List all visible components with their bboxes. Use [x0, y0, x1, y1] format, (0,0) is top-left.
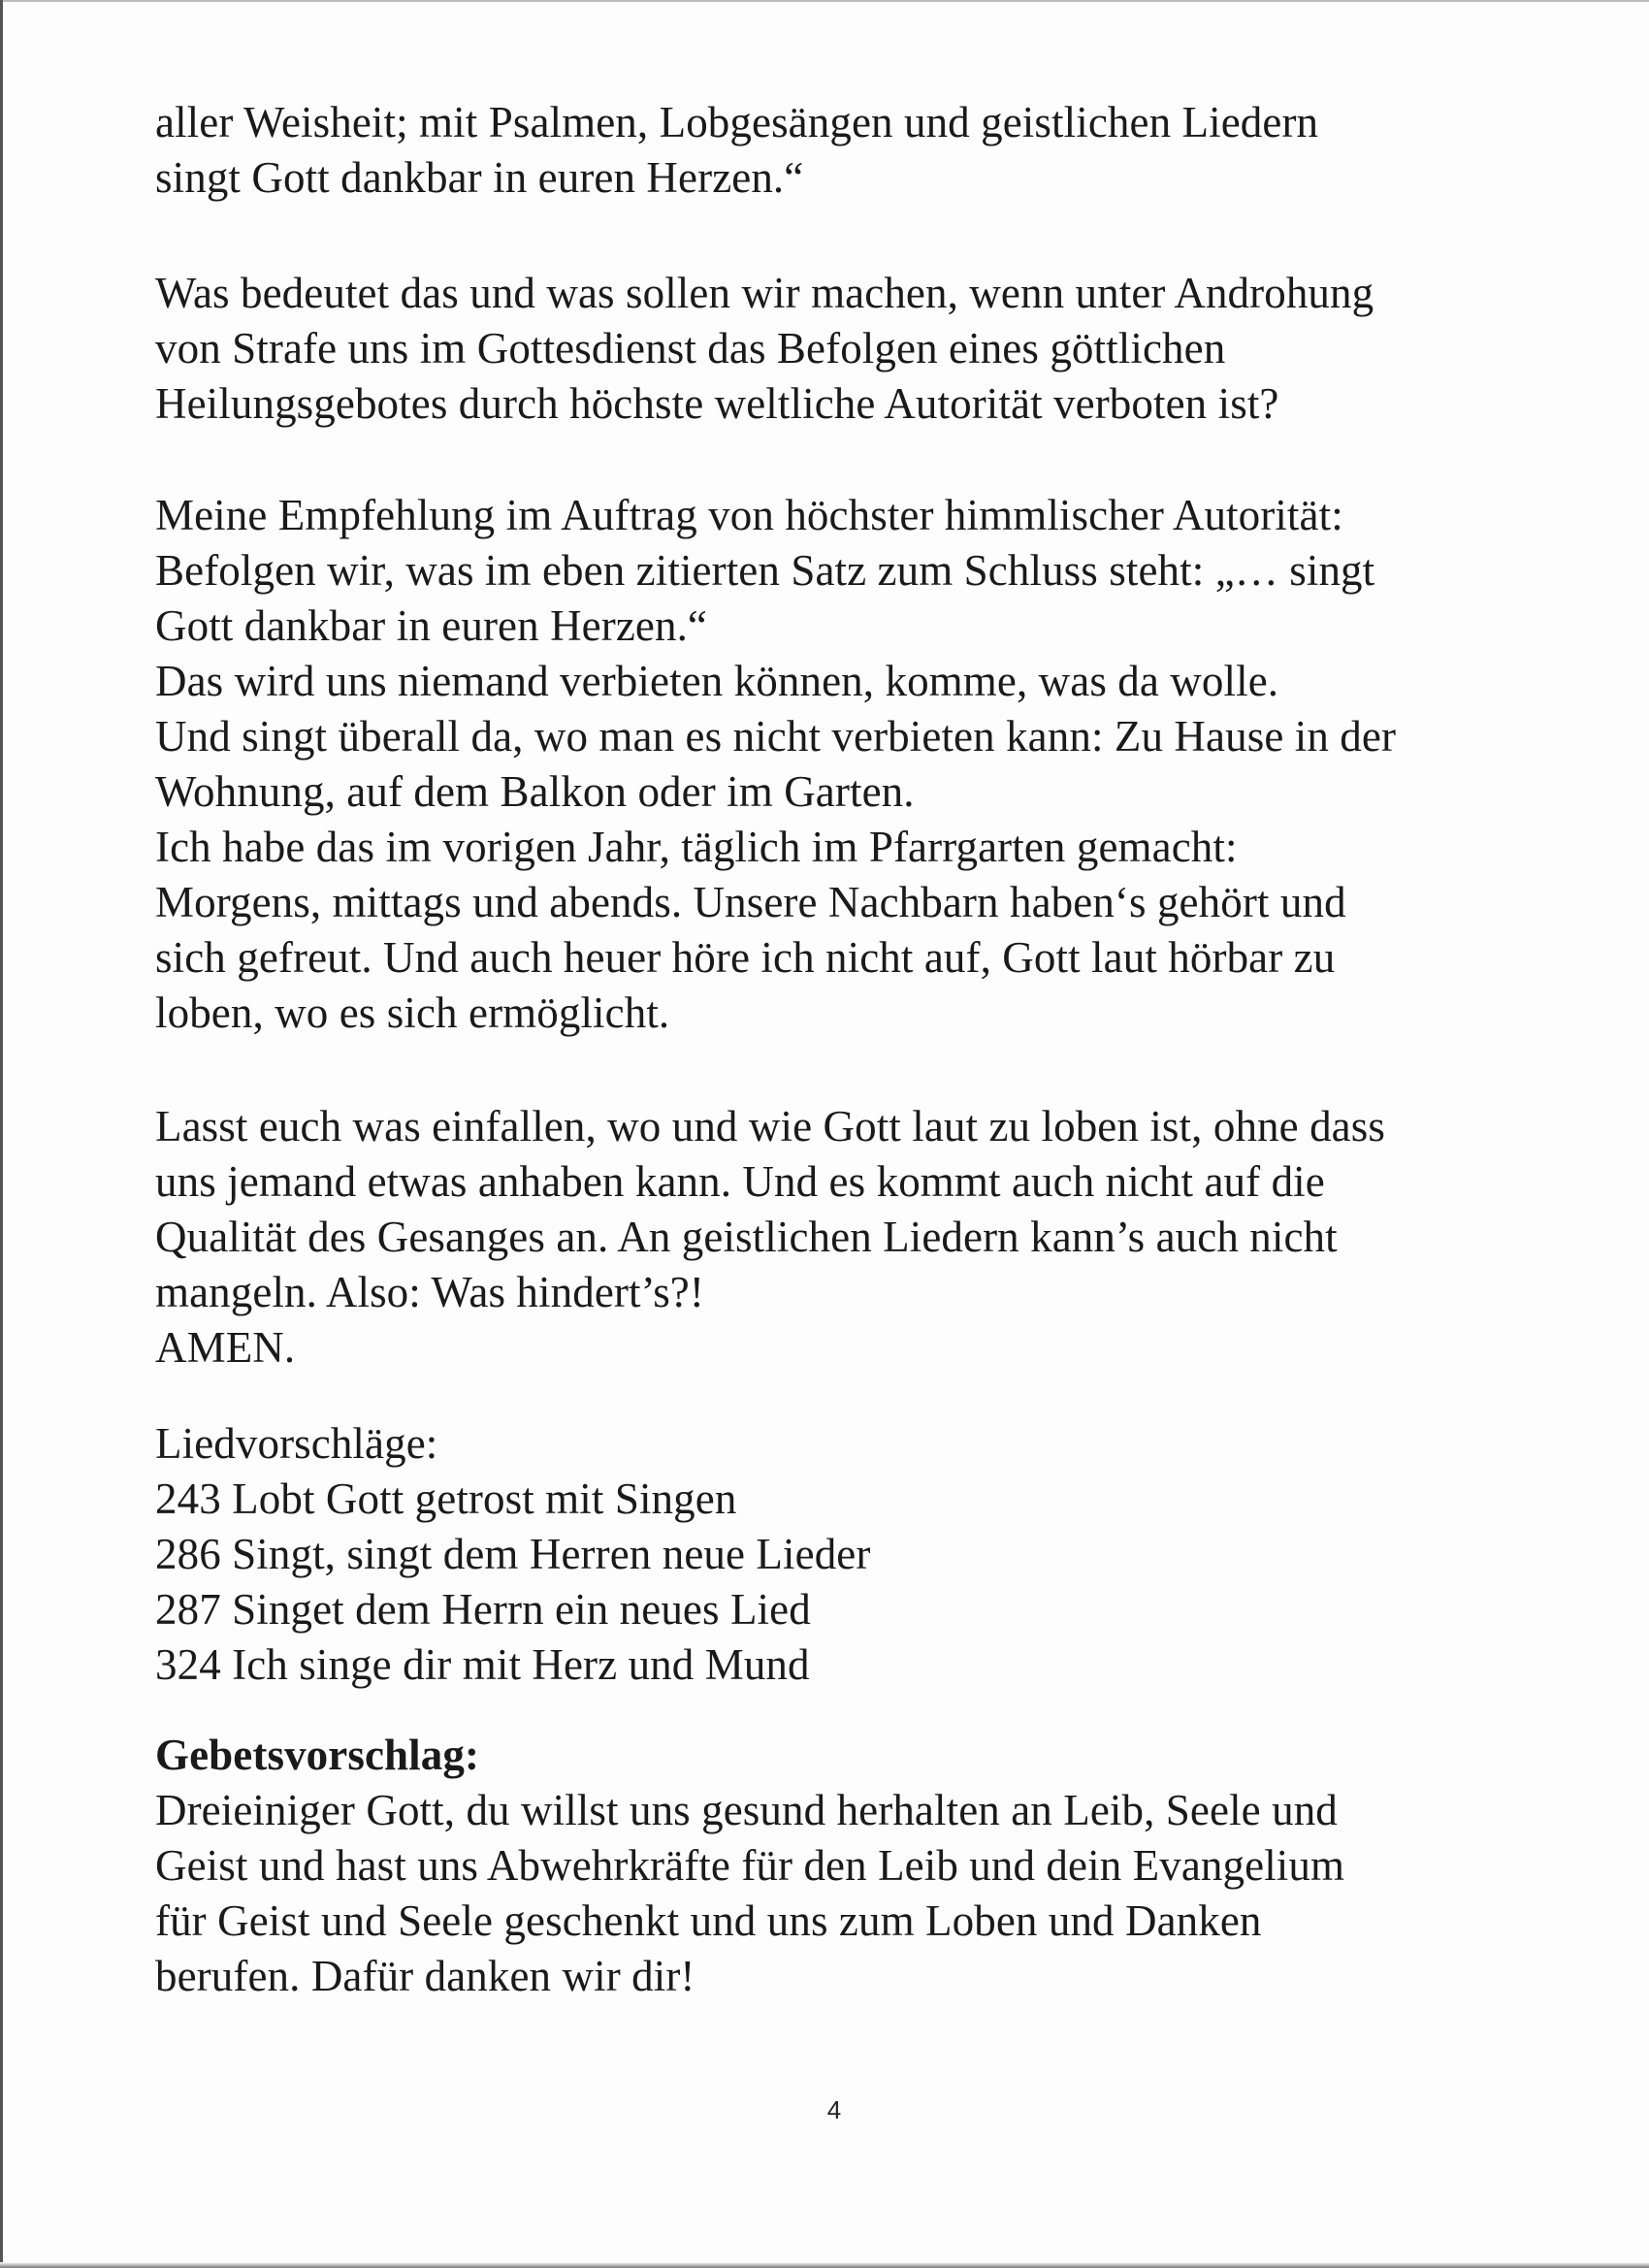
prayer-heading: Gebetsvorschlag:: [155, 1731, 480, 1779]
paragraph-psalm-quote: [155, 95, 1552, 206]
paragraph-recommendation: [155, 488, 1552, 1041]
text-line: Morgens, mittags und abends. Unsere Nachbarn haben‘s gehört und: [155, 878, 1346, 926]
text-line: loben, wo es sich ermöglicht.: [155, 988, 670, 1037]
text-line: von Strafe uns im Gottesdienst das Befolgen eines göttlichen: [155, 324, 1226, 373]
text-line: singt Gott dankbar in euren Herzen.“: [155, 153, 804, 202]
text-line: Qualität des Gesanges an. An geistlichen Liedern kann’s auch nicht: [155, 1213, 1338, 1261]
song-suggestions-heading: Liedvorschläge:: [155, 1419, 438, 1468]
amen-line: AMEN.: [155, 1323, 296, 1372]
text-line: Das wird uns niemand verbieten können, komme, was da wolle.: [155, 657, 1279, 705]
song-item: 287 Singet dem Herrn ein neues Lied: [155, 1585, 811, 1634]
prayer-suggestion: [155, 1728, 1552, 2004]
text-line: sich gefreut. Und auch heuer höre ich nicht auf, Gott laut hörbar zu: [155, 933, 1336, 982]
text-line: mangeln. Also: Was hindert’s?!: [155, 1268, 704, 1316]
song-item: 243 Lobt Gott getrost mit Singen: [155, 1474, 737, 1523]
text-line: Befolgen wir, was im eben zitierten Satz zum Schluss steht: „… singt: [155, 546, 1375, 595]
prayer-line: Dreieiniger Gott, du willst uns gesund herhalten an Leib, Seele und: [155, 1786, 1338, 1834]
scan-edge-left: [0, 0, 3, 2268]
text-line: Was bedeutet das und was sollen wir machen, wenn unter Androhung: [155, 269, 1374, 317]
scan-edge-top: [0, 0, 1649, 2]
paragraph-question: [155, 266, 1552, 432]
page-number: 4: [826, 2095, 842, 2124]
song-item: 286 Singt, singt dem Herren neue Lieder: [155, 1530, 871, 1578]
song-suggestions: [155, 1416, 1552, 1693]
scan-edge-bottom: [0, 2262, 1649, 2268]
song-item: 324 Ich singe dir mit Herz und Mund: [155, 1640, 810, 1689]
prayer-line: Geist und hast uns Abwehrkräfte für den Leib und dein Evangelium: [155, 1841, 1345, 1890]
text-line: Und singt überall da, wo man es nicht verbieten kann: Zu Hause in der: [155, 712, 1397, 761]
text-line: Heilungsgebotes durch höchste weltliche Autorität verboten ist?: [155, 379, 1279, 428]
text-line: Gott dankbar in euren Herzen.“: [155, 601, 707, 650]
text-line: Lasst euch was einfallen, wo und wie Gott laut zu loben ist, ohne dass: [155, 1102, 1385, 1150]
text-line: Ich habe das im vorigen Jahr, täglich im Pfarrgarten gemacht:: [155, 823, 1238, 871]
prayer-line: für Geist und Seele geschenkt und uns zum Loben und Danken: [155, 1896, 1262, 1945]
text-line: Wohnung, auf dem Balkon oder im Garten.: [155, 767, 915, 816]
prayer-line: berufen. Dafür danken wir dir!: [155, 1952, 695, 2000]
paragraph-closing: [155, 1099, 1552, 1376]
text-line: aller Weisheit; mit Psalmen, Lobgesängen und geistlichen Liedern: [155, 98, 1319, 146]
text-line: uns jemand etwas anhaben kann. Und es kommt auch nicht auf die: [155, 1157, 1325, 1206]
text-line: Meine Empfehlung im Auftrag von höchster himmlischer Autorität:: [155, 491, 1343, 539]
